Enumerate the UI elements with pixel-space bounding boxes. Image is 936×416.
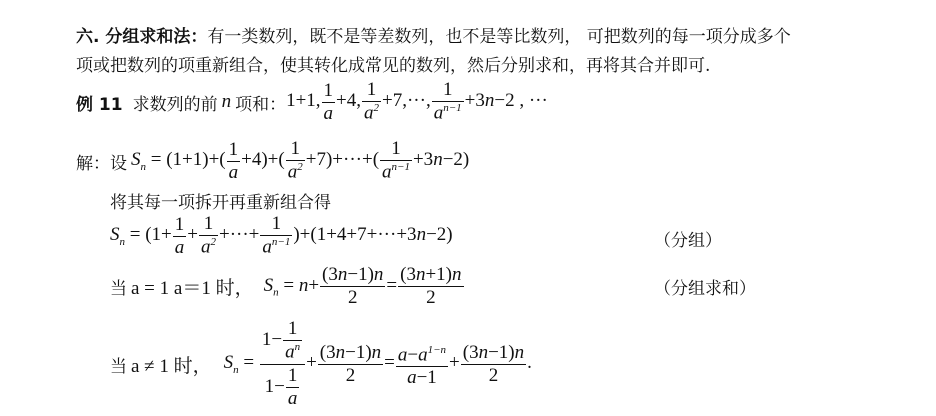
solution-formula-1: $S_n = (1+1)+$( $\frac{1}{a}$ +4)+( $\frac{1}{a^2}$ +7)+···+( $\frac{1}{a^{n-1}}$ +3n−2) [131, 138, 470, 183]
case1-prefix: 当 [110, 278, 127, 299]
case2-prefix: 当 [110, 356, 127, 377]
step-text: 将其每一项拆开再重新组合得 [110, 193, 331, 213]
example-n: n [221, 91, 232, 112]
case2-cond: a ≠ 1 时， [131, 355, 212, 377]
case1-cond: a = 1 a＝1 时， [131, 277, 254, 299]
note-group: （分组） [654, 231, 722, 251]
case1-line [110, 262, 465, 310]
note-group-sum: （分组求和） [654, 279, 756, 299]
example-sequence: 1+1, $\frac{1}{a}$ +4, $\frac{1}{a^2}$ +7,···, $\frac{1}{a^{n-1}}$ +3n−2 , ··· [286, 79, 548, 124]
example-prompt-after: 项和： [235, 94, 287, 115]
regroup-formula: $S_n = (1+$ $\frac{1}{a}$ + $\frac{1}{a^2}$ +···+ $\frac{1}{a^{n-1}}$ )+(1+4+7+···+3n−2) [110, 213, 453, 258]
section-text-2: 项或把数列的项重新组合，使其转化成常见的数列，然后分别求和，再将其合并即可. [76, 56, 711, 76]
case2-formula: $S_n$ = 1− $\frac{1}{a^n}$ 1− $\frac{1}{a}$ + $\frac{(3n-1)n}{2}$ = $\frac{a-a^{1-n}}{a-1}$ + $\frac{(3n-1)n}{2}$ . [223, 318, 532, 409]
example-prompt: 求数列的前 [132, 94, 218, 115]
section-text-1: 有一类数列，既不是等差数列，也不是等比数列， 可把数列的每一项分成多个 [207, 27, 791, 47]
section-line-2 [76, 51, 710, 76]
case1-formula: $S_n = n+$ $\frac{(3n-1)n}{2}$ = $\frac{(3n+1)n}{2}$ [263, 263, 462, 308]
example-line [76, 80, 548, 124]
solution-line-1 [76, 138, 469, 184]
example-label: 例 11 [76, 94, 123, 115]
section-heading: 六. 分组求和法： [76, 27, 208, 47]
case2-line [110, 316, 532, 412]
solution-label: 解：设 [76, 153, 127, 174]
regroup-line [110, 214, 453, 258]
section-line-1 [76, 22, 791, 47]
